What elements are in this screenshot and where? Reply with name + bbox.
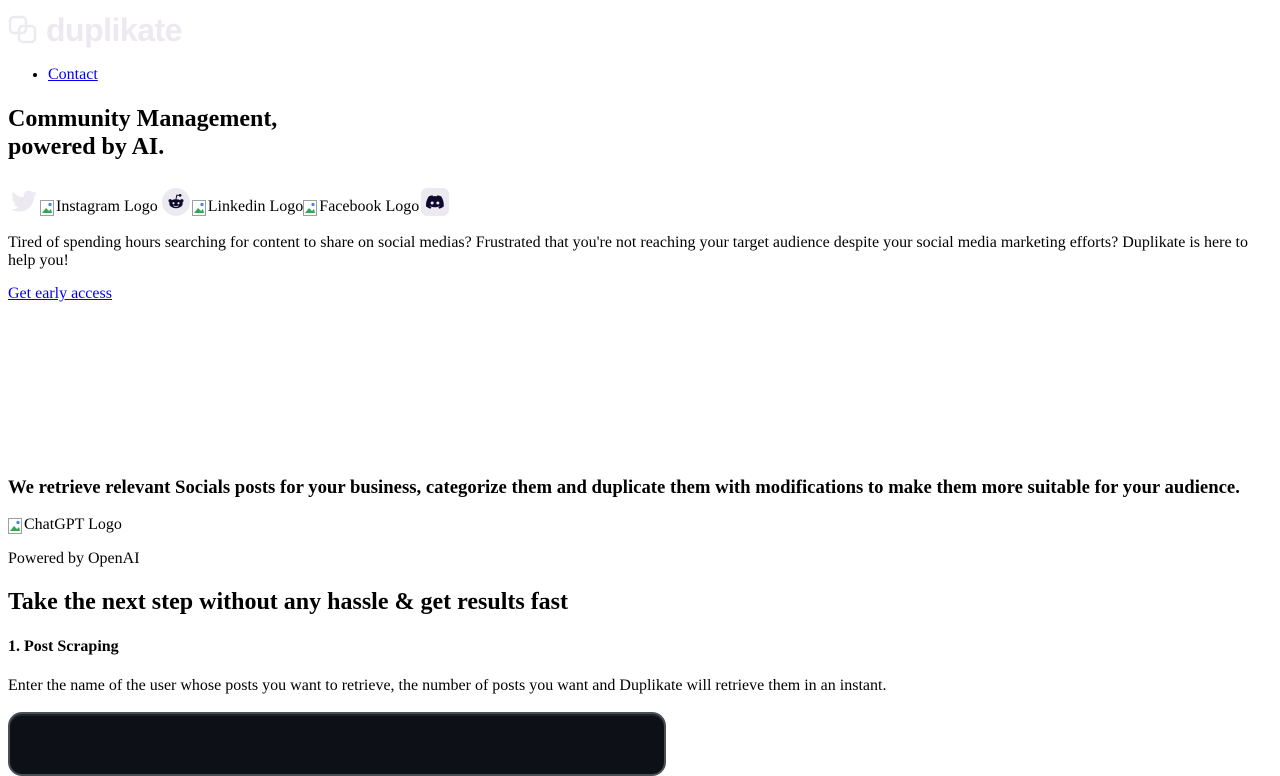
brand-logo[interactable] (8, 10, 182, 50)
nav-item-contact (48, 66, 98, 84)
instagram-logo-alt: Instagram Logo (56, 198, 158, 215)
instagram-logo (40, 198, 158, 216)
twitter-icon (8, 188, 40, 216)
broken-image-icon (40, 200, 54, 216)
features-heading: We retrieve relevant Socials posts for your business, categorize them and duplicate them with modifications to make them more suitable for your audience. (8, 477, 1240, 498)
twitter-logo (8, 188, 40, 216)
powered-by-text: Powered by OpenAI (8, 550, 140, 567)
get-early-access-link[interactable]: Get early access (8, 285, 112, 302)
reddit-logo (162, 188, 190, 216)
duplicate-icon (8, 15, 38, 45)
linkedin-logo-alt: Linkedin Logo (207, 198, 304, 215)
steps-title: Take the next step without any hassle & get results fast (8, 589, 569, 615)
chatgpt-logo-alt: ChatGPT Logo (24, 516, 122, 533)
chatgpt-logo (8, 516, 122, 534)
social-logos (8, 184, 449, 216)
step-1-preview-frame (8, 712, 666, 776)
brand-name: duplikate (46, 11, 182, 48)
step-1-description: Enter the name of the user whose posts you want to retrieve, the number of posts you want and Duplikate will retrieve them in an instant. (8, 677, 887, 694)
broken-image-icon (8, 518, 22, 534)
hero-title-line-2: powered by AI. (8, 134, 165, 160)
reddit-icon (162, 188, 190, 216)
main-nav (8, 66, 98, 84)
intro-text: Tired of spending hours searching for content to share on social medias? Frustrated that you're not reaching your target audience despite your social media marketing efforts? Duplikate is here to help you! (8, 234, 1248, 269)
facebook-logo (303, 198, 419, 216)
discord-icon (421, 188, 449, 216)
facebook-logo-alt: Facebook Logo (319, 198, 420, 215)
linkedin-logo (192, 198, 304, 216)
step-1-heading: 1. Post Scraping (8, 638, 119, 655)
contact-link[interactable]: Contact (48, 66, 98, 83)
hero-title (8, 105, 277, 161)
hero-title-line-1: Community Management, (8, 106, 278, 132)
broken-image-icon (303, 200, 317, 216)
broken-image-icon (192, 200, 206, 216)
discord-logo (421, 188, 449, 216)
